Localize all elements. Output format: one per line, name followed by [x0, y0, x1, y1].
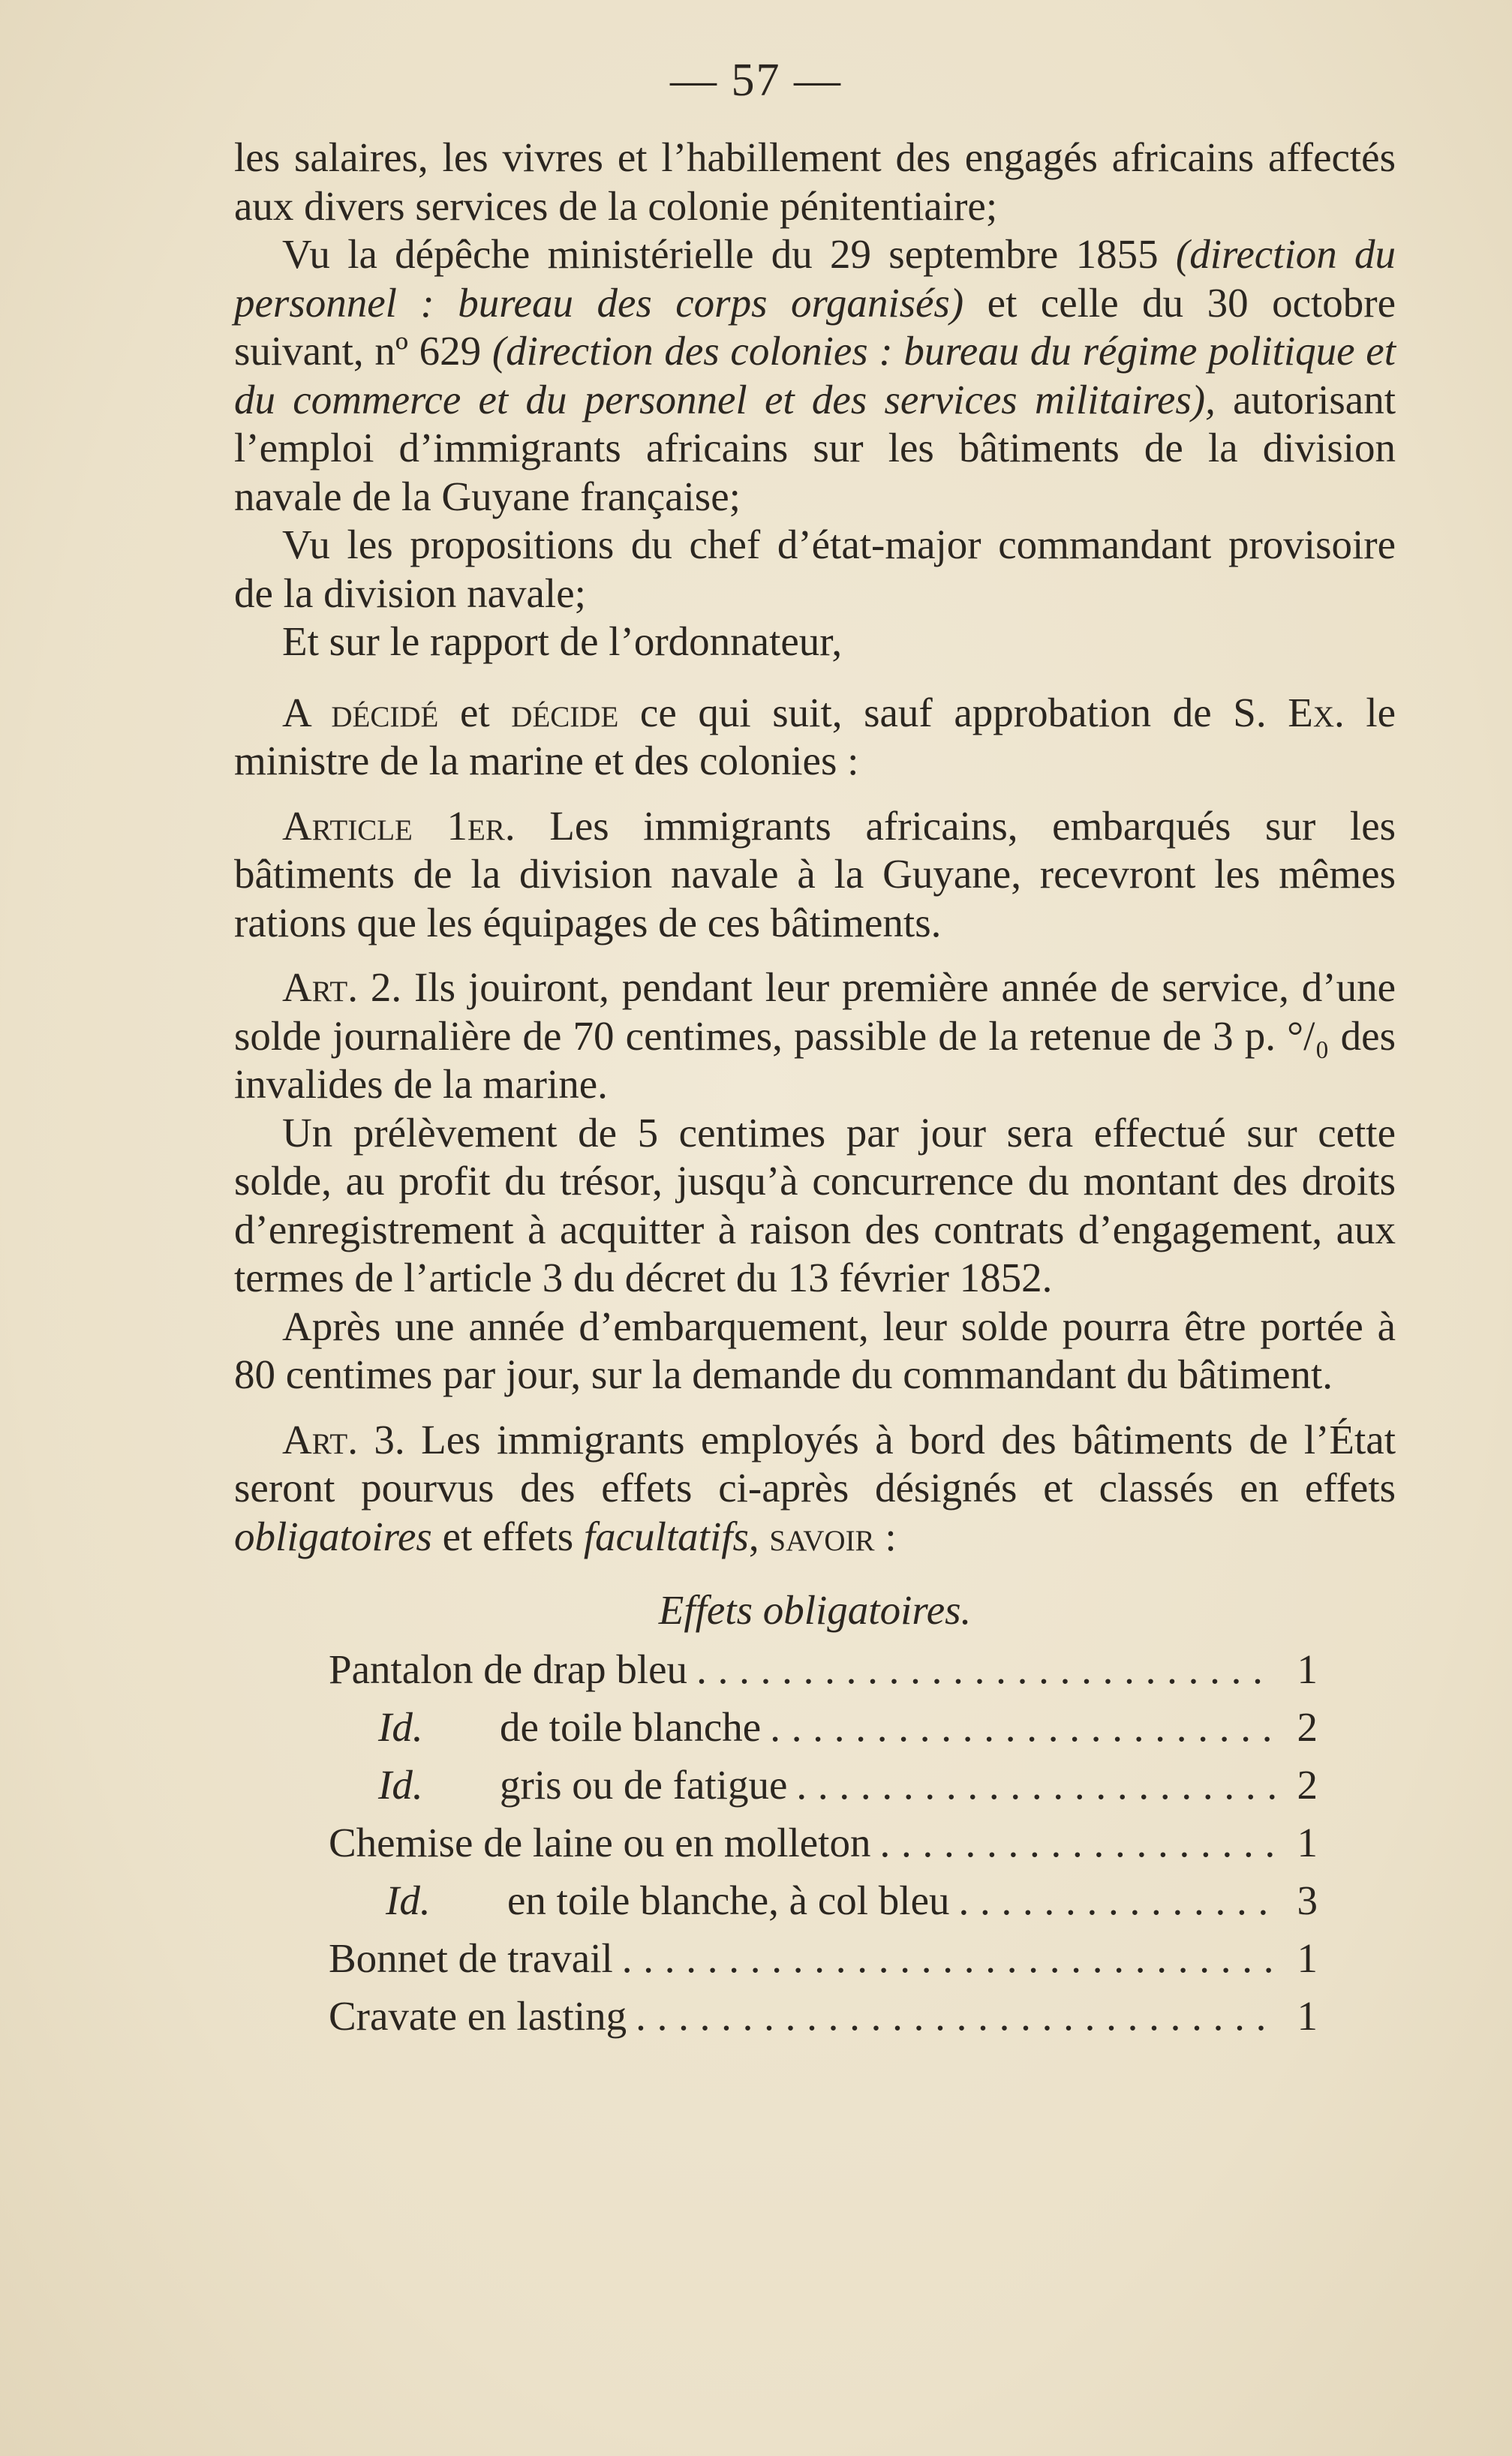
- leader-dots: [622, 1934, 1276, 1983]
- article-2-text: Ils jouiront, pendant leur première année de service, d’une solde journalière de 70 centimes, passible de la retenue de 3 p. °/₀ des invalides de la marine.: [234, 964, 1396, 1107]
- ditto-mark: Id.: [386, 1877, 431, 1923]
- decision-rest-2: le ministre de la marine et des colonies :: [234, 689, 1396, 783]
- decision-a: A: [282, 689, 310, 735]
- paragraph-continuation: les salaires, les vivres et l’habillement des engagés africains affectés aux divers services de la colonie pénitentiaire;: [234, 134, 1396, 229]
- article-3-facultatifs: facultatifs: [583, 1513, 749, 1559]
- decision-decide-2: décide: [511, 689, 619, 735]
- ditto-mark: Id.: [378, 1761, 423, 1808]
- article-1-label: Article 1er.: [282, 802, 516, 849]
- decision-decide-1: décidé: [331, 689, 439, 735]
- article-1-text: Les immigrants africains, embarqués sur les bâtiments de la division navale à la Guyane, recevront les mêmes rations que les équipages de ces bâtiments.: [234, 802, 1396, 945]
- item-label-group: [329, 1761, 787, 1810]
- list-item: [329, 1703, 1318, 1761]
- direction-personnel: (direction du personnel : bureau des corps organisés): [234, 231, 1396, 326]
- leader-dots: [696, 1646, 1276, 1694]
- article-3: Art. 3. Les immigrants employés à bord des bâtiments de l’État seront pourvus des effets ci-après désignés et classés en effets obligatoires et effets facultatifs, savoir :: [234, 1416, 1396, 1559]
- article-2: [234, 963, 1396, 1109]
- autorisant-text: autorisant l’emploi d’immigrants africains sur les bâtiments de la division navale de la Guyane française;: [234, 376, 1396, 519]
- paragraph-vu-depeche: [234, 230, 1396, 521]
- list-item: [329, 1761, 1318, 1819]
- effects-list: [329, 1646, 1318, 2050]
- item-label-group: [329, 1877, 949, 1925]
- leader-dots: [636, 1992, 1276, 2041]
- article-2-label: Art. 2.: [282, 964, 402, 1010]
- item-label: en toile blanche, à col bleu: [507, 1877, 950, 1923]
- list-item: [329, 1646, 1318, 1703]
- article-2-paragraph-2: Un prélèvement de 5 centimes par jour sera effectué sur cette solde, au profit du trésor, jusqu’à concurrence du montant des droits d’enregistrement à acquitter à raison des contrats d’engagement, aux termes de l’article 3 du décret du 13 février 1852.: [234, 1109, 1396, 1300]
- article-3-label: Art. 3.: [282, 1416, 405, 1462]
- list-heading: Effets obligatoires.: [658, 1587, 972, 1633]
- article-3-et-effets: et effets: [442, 1513, 574, 1559]
- vu-depeche-text: Vu la dépêche ministérielle du 29 septembre 1855: [282, 231, 1159, 277]
- body-text: [234, 134, 1396, 2050]
- item-quantity: 1: [1297, 1934, 1318, 1981]
- paragraph-rapport: Et sur le rapport de l’ordonnateur,: [282, 618, 843, 664]
- decision-excellence: Ex.: [1288, 689, 1345, 735]
- ditto-mark: Id.: [378, 1703, 423, 1750]
- item-label: Bonnet de travail: [329, 1934, 613, 1981]
- item-label: Pantalon de drap bleu: [329, 1646, 688, 1692]
- leader-dots: [879, 1819, 1276, 1868]
- item-label: Chemise de laine ou en molleton: [329, 1819, 871, 1865]
- paragraph-propositions: Vu les propositions du chef d’état-major commandant provisoire de la division navale;: [234, 522, 1396, 616]
- item-label: gris ou de fatigue: [500, 1761, 788, 1808]
- leader-dots: [770, 1703, 1276, 1752]
- item-label: Cravate en lasting: [329, 1992, 627, 2039]
- item-quantity: 2: [1297, 1703, 1318, 1750]
- article-1: [234, 802, 1396, 948]
- article-3-obligatoires: obligatoires: [234, 1513, 432, 1559]
- leader-dots: [796, 1761, 1276, 1810]
- article-2-paragraph-3: Après une année d’embarquement, leur solde pourra être portée à 80 centimes par jour, sur la demande du commandant du bâtiment.: [234, 1303, 1396, 1397]
- item-label: de toile blanche: [500, 1703, 762, 1750]
- article-3-text: Les immigrants employés à bord des bâtiments de l’État seront pourvus des effets ci-après désignés et classés en effets: [234, 1416, 1396, 1511]
- article-3-savoir: savoir :: [769, 1513, 897, 1559]
- page-number: — 57 —: [670, 55, 842, 106]
- list-item: [329, 1819, 1318, 1877]
- celle-du-30: et celle du 30 octobre suivant, nº 629: [234, 279, 1396, 374]
- item-quantity: 2: [1297, 1761, 1318, 1808]
- paragraph-decision: [234, 689, 1396, 786]
- list-item: [329, 1877, 1318, 1934]
- list-item: [329, 1934, 1318, 1992]
- decision-rest-1: ce qui suit, sauf approbation de S.: [639, 689, 1267, 735]
- item-quantity: 1: [1297, 1992, 1318, 2039]
- item-quantity: 1: [1297, 1646, 1318, 1692]
- item-quantity: 3: [1297, 1877, 1318, 1923]
- list-item: [329, 1992, 1318, 2050]
- decision-et: et: [459, 689, 490, 735]
- item-quantity: 1: [1297, 1819, 1318, 1865]
- direction-colonies: (direction des colonies : bureau du régime politique et du commerce et du personnel et des services militaires),: [234, 328, 1396, 422]
- leader-dots: [958, 1877, 1276, 1925]
- item-label-group: [329, 1703, 761, 1752]
